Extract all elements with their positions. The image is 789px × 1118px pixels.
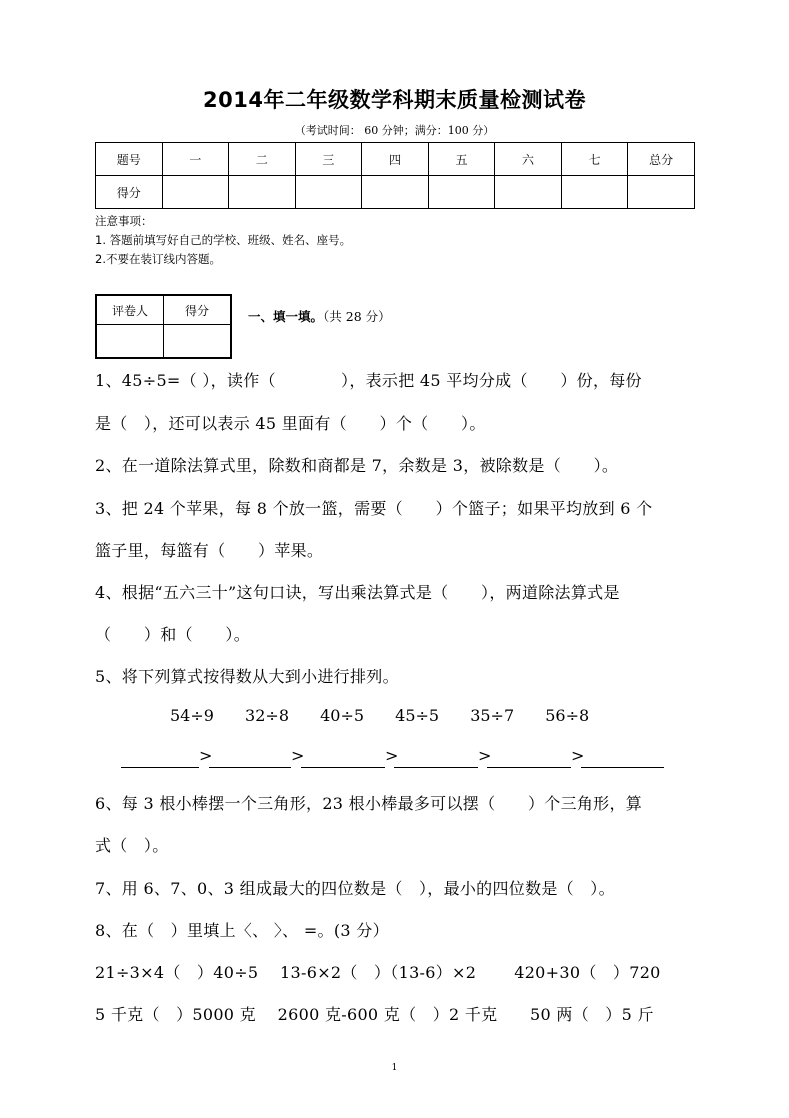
notes-heading: 注意事项： <box>95 214 153 228</box>
exam-subtitle: （考试时间： 60 分钟；满分：100 分） <box>294 124 495 137</box>
grader-score-label: 得分 <box>164 295 232 325</box>
score-header-cell: 五 <box>428 143 495 176</box>
score-header-cell: 七 <box>561 143 628 176</box>
greater-than-sign: > <box>478 746 492 765</box>
answer-blank[interactable] <box>301 767 385 768</box>
score-header-cell: 总分 <box>628 143 695 176</box>
question-line: 7、用 6、7、0、3 组成最大的四位数是（ ），最小的四位数是（ ）。 <box>95 879 615 898</box>
notes-item: 2.不要在装订线内答题。 <box>95 252 221 266</box>
greater-than-sign: > <box>199 746 213 765</box>
score-header-cell: 一 <box>162 143 229 176</box>
exam-title: 2014年二年级数学科期末质量检测试卷 <box>203 88 586 112</box>
grader-header-row <box>96 295 231 325</box>
ordering-answer-row <box>121 745 666 771</box>
score-header-cell: 三 <box>295 143 362 176</box>
grader-score-cell[interactable] <box>164 325 232 359</box>
answer-blank[interactable] <box>121 767 199 768</box>
expression: 45÷5 <box>395 706 440 725</box>
question-line: 8、在（ ）里填上〈、 〉、 =。(3 分） <box>95 921 389 940</box>
score-header-cell: 六 <box>495 143 562 176</box>
greater-than-sign: > <box>571 746 585 765</box>
grader-label: 评卷人 <box>96 295 164 325</box>
greater-than-sign: > <box>291 746 305 765</box>
grader-entry-row <box>96 325 231 359</box>
question-line: 篮子里，每篮有（ ）苹果。 <box>95 541 324 560</box>
grader-table <box>95 294 232 359</box>
question-line: 3、把 24 个苹果，每 8 个放一篮，需要（ ）个篮子；如果平均放到 6 个 <box>95 499 653 518</box>
score-table-header-row <box>96 143 695 176</box>
answer-blank[interactable] <box>209 767 291 768</box>
answer-blank[interactable] <box>487 767 571 768</box>
question-line: 5、将下列算式按得数从大到小进行排列。 <box>95 667 399 686</box>
section-one-points: （共 28 分） <box>323 309 391 324</box>
notes-block <box>95 212 351 269</box>
question-line: 1、45÷5=（ ），读作（ ），表示把 45 平均分成（ ）份，每份 <box>95 371 642 390</box>
question-line: 6、每 3 根小棒摆一个三角形，23 根小棒最多可以摆（ ）个三角形，算 <box>95 794 643 813</box>
grader-name-cell[interactable] <box>96 325 164 359</box>
score-cell[interactable] <box>162 176 229 209</box>
score-cell[interactable] <box>628 176 695 209</box>
question-line: 2、在一道除法算式里，除数和商都是 7，余数是 3，被除数是（ ）。 <box>95 456 619 475</box>
question-line: 式（ ）。 <box>95 836 169 855</box>
answer-blank[interactable] <box>394 767 478 768</box>
score-header-cell: 题号 <box>96 143 163 176</box>
expression: 40÷5 <box>320 706 365 725</box>
score-cell[interactable] <box>428 176 495 209</box>
question-line: 5 千克（ ）5000 克 2600 克-600 克（ ）2 千克 50 两（ ）5 斤 <box>95 1005 654 1024</box>
score-cell[interactable] <box>295 176 362 209</box>
score-table-score-row <box>96 176 695 209</box>
expression-list <box>170 706 615 725</box>
score-header-cell: 二 <box>229 143 296 176</box>
score-header-cell: 四 <box>362 143 429 176</box>
answer-blank[interactable] <box>581 767 664 768</box>
expression: 35÷7 <box>470 706 515 725</box>
question-line: 是（ ），还可以表示 45 里面有（ ）个（ ）。 <box>95 414 486 433</box>
page-number: 1 <box>391 1063 398 1073</box>
score-cell[interactable] <box>495 176 562 209</box>
score-table <box>95 142 695 209</box>
greater-than-sign: > <box>385 746 399 765</box>
score-cell[interactable] <box>561 176 628 209</box>
notes-item: 1. 答题前填写好自己的学校、班级、姓名、座号。 <box>95 233 352 247</box>
expression: 32÷8 <box>245 706 289 725</box>
question-line: （ ）和（ ）。 <box>95 625 251 644</box>
section-one-heading <box>248 307 391 325</box>
section-one-title: 一、填一填。 <box>248 309 324 324</box>
score-row-label: 得分 <box>96 176 163 209</box>
expression: 54÷9 <box>170 706 214 725</box>
score-cell[interactable] <box>229 176 296 209</box>
expression: 56÷8 <box>545 706 590 725</box>
score-cell[interactable] <box>362 176 429 209</box>
question-line: 4、根据“五六三十”这句口诀，写出乘法算式是（ ），两道除法算式是 <box>95 583 620 602</box>
question-line: 21÷3×4（ ）40÷5 13-6×2（ ）（13-6）×2 420+30（ ）720 <box>95 963 661 982</box>
